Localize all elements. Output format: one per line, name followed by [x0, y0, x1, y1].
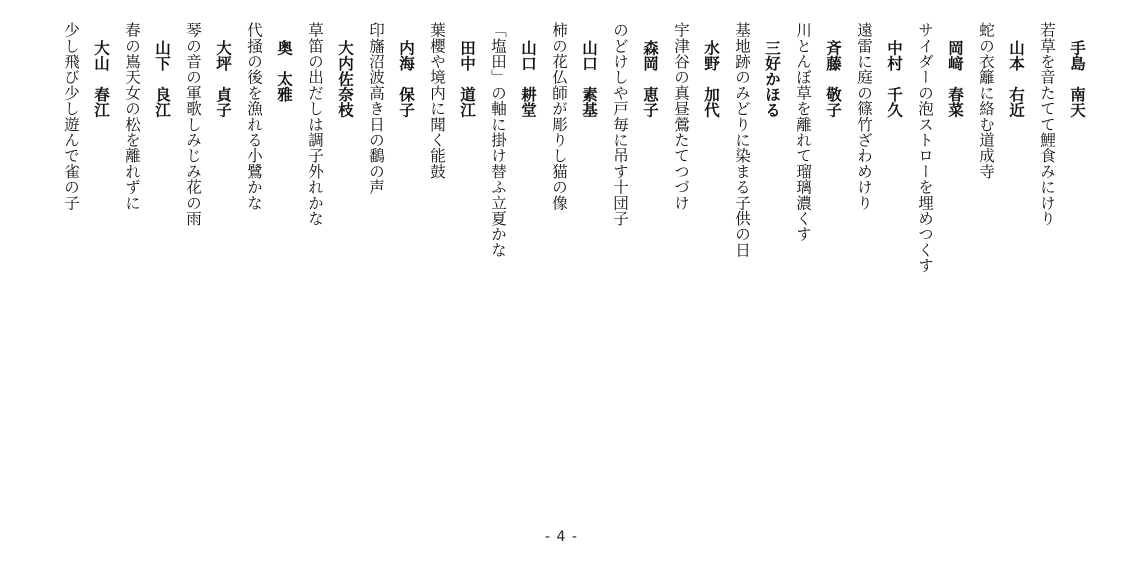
- haiku-text: 若草を音たてて鯉食みにけり: [1038, 22, 1056, 227]
- haiku-entry: [1037, 22, 1087, 226]
- haiku-entry: [244, 22, 294, 210]
- page-number: - 4 -: [545, 529, 578, 545]
- haiku-text: 遠雷に庭の篠竹ざわめけり: [855, 22, 873, 211]
- haiku-entry: [854, 22, 904, 210]
- poet-name: 岡﨑 春菜: [946, 40, 964, 118]
- poet-name: 三好かほる: [763, 40, 781, 118]
- poet-name: 奥 太雅: [275, 40, 293, 102]
- poet-name: 内海 保子: [397, 40, 415, 118]
- haiku-entry: [793, 22, 843, 242]
- poet-name: 田中 道江: [458, 40, 476, 118]
- poet-name: 大山 春江: [92, 40, 110, 118]
- poet-name: 山下 良江: [153, 40, 171, 118]
- haiku-text: 「塩田」の軸に掛け替ふ立夏かな: [489, 22, 507, 258]
- haiku-entry: [610, 22, 660, 226]
- haiku-entry: [366, 22, 416, 195]
- haiku-text: 琴の音の軍歌しみじみ花の雨: [184, 22, 202, 227]
- haiku-text: 蛇の衣籬に絡む道成寺: [977, 22, 995, 179]
- haiku-text: 少し飛び少し遊んで雀の子: [62, 22, 80, 211]
- poet-name: 山本 右近: [1007, 40, 1025, 118]
- poet-name: 水野 加代: [702, 40, 720, 118]
- haiku-entry: [61, 22, 111, 210]
- haiku-entry: [122, 22, 172, 210]
- haiku-columns: [37, 22, 1087, 522]
- haiku-entry: [305, 22, 355, 226]
- haiku-entry: [976, 22, 1026, 179]
- haiku-entry: [671, 22, 721, 210]
- haiku-text: 印旛沼波高き日の鷭の声: [367, 22, 385, 195]
- poet-name: 大坪 貞子: [214, 40, 232, 118]
- haiku-text: 草笛の出だしは調子外れかな: [306, 22, 324, 227]
- haiku-entry: [915, 22, 965, 273]
- poet-name: 斉藤 敬子: [824, 40, 842, 118]
- haiku-text: のどけしや戸毎に吊す十団子: [611, 22, 629, 227]
- poet-name: 中村 千久: [885, 40, 903, 118]
- haiku-entry: [427, 22, 477, 179]
- poet-name: 大内佐奈枝: [336, 40, 354, 118]
- poet-name: 手島 南天: [1068, 40, 1086, 118]
- haiku-entry: [549, 22, 599, 210]
- haiku-text: 葉櫻や境内に聞く能鼓: [428, 22, 446, 179]
- poet-name: 森岡 恵子: [641, 40, 659, 118]
- haiku-text: 柿の花仏師が彫りし猫の像: [550, 22, 568, 211]
- haiku-text: 代掻の後を漁れる小鷺かな: [245, 22, 263, 211]
- haiku-text: 春の嶌天女の松を離れずに: [123, 22, 141, 211]
- haiku-entry: [183, 22, 233, 226]
- poet-name: 山口 耕堂: [519, 40, 537, 118]
- haiku-text: 基地跡のみどりに染まる子供の日: [733, 22, 751, 258]
- haiku-text: サイダーの泡ストローを埋めつくす: [916, 22, 934, 274]
- poet-name: 山口 素基: [580, 40, 598, 118]
- haiku-entry: [732, 22, 782, 258]
- haiku-text: 川とんぼ草を離れて瑠璃濃くす: [794, 22, 812, 242]
- haiku-entry: [488, 22, 538, 258]
- haiku-text: 宇津谷の真昼鶯たてつづけ: [672, 22, 690, 211]
